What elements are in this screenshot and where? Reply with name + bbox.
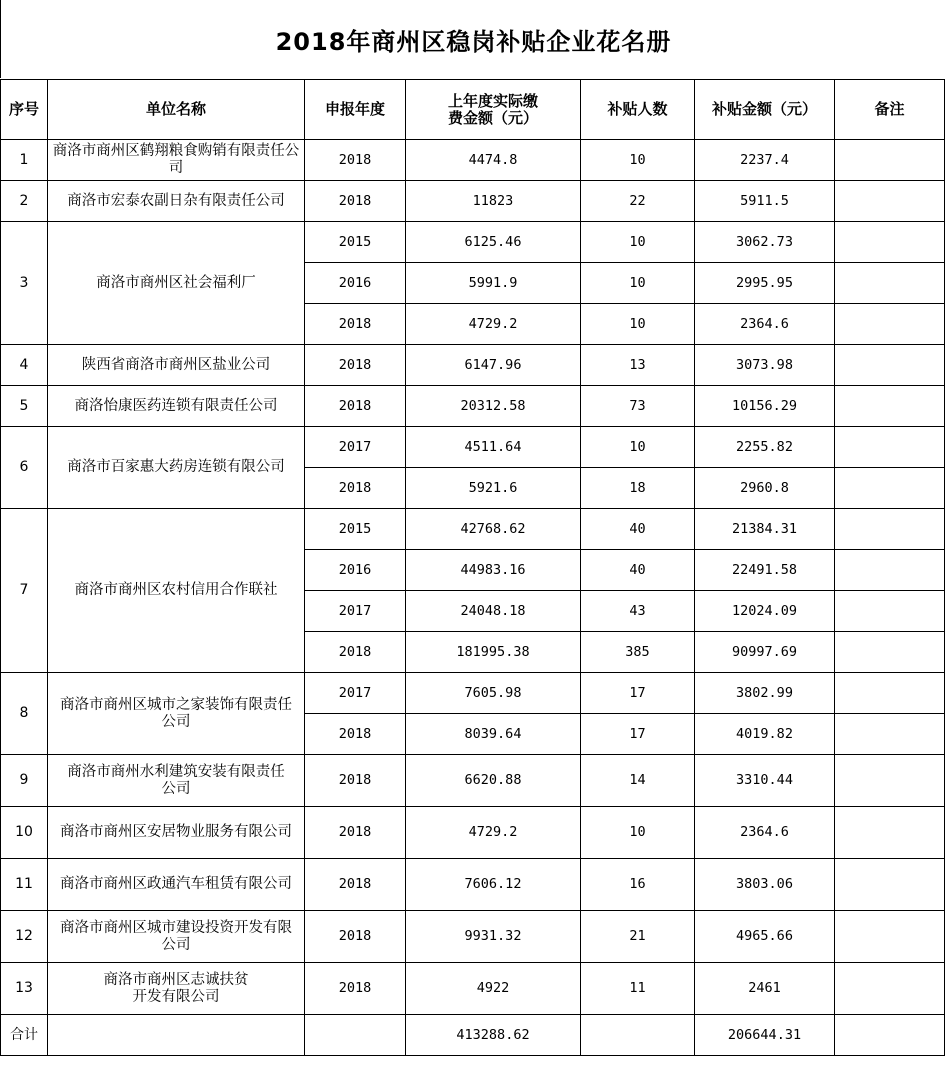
cell-seq: 8	[1, 673, 48, 755]
cell-name: 商洛市宏泰农副日杂有限责任公司	[48, 181, 305, 222]
cell-year: 2018	[305, 755, 406, 807]
cell-amount: 4474.8	[406, 140, 581, 181]
cell-year: 2018	[305, 807, 406, 859]
table-row	[1, 807, 945, 859]
cell-year: 2018	[305, 859, 406, 911]
cell-note	[835, 807, 945, 859]
cell-year: 2017	[305, 591, 406, 632]
cell-year: 2017	[305, 427, 406, 468]
total-label: 合计	[1, 1015, 48, 1056]
cell-subsidy: 5911.5	[695, 181, 835, 222]
cell-note	[835, 509, 945, 550]
table-row	[1, 222, 945, 263]
cell-amount: 4511.64	[406, 427, 581, 468]
cell-year: 2016	[305, 550, 406, 591]
table-row	[1, 963, 945, 1015]
cell-seq: 3	[1, 222, 48, 345]
subsidy-table	[0, 79, 945, 1056]
cell-year: 2018	[305, 714, 406, 755]
cell-amount: 181995.38	[406, 632, 581, 673]
table-row	[1, 755, 945, 807]
cell-people: 43	[581, 591, 695, 632]
cell-note	[835, 591, 945, 632]
cell-amount: 11823	[406, 181, 581, 222]
cell-amount: 4729.2	[406, 304, 581, 345]
cell-amount: 6620.88	[406, 755, 581, 807]
cell-note	[835, 263, 945, 304]
cell-note	[835, 345, 945, 386]
cell-people: 22	[581, 181, 695, 222]
cell-subsidy: 10156.29	[695, 386, 835, 427]
cell-year: 2017	[305, 673, 406, 714]
cell-name: 商洛市商州区城市建设投资开发有限公司	[48, 911, 305, 963]
cell-year: 2016	[305, 263, 406, 304]
cell-note	[835, 714, 945, 755]
cell-note	[835, 550, 945, 591]
cell-amount: 6147.96	[406, 345, 581, 386]
cell-people: 10	[581, 263, 695, 304]
cell-people: 21	[581, 911, 695, 963]
cell-note	[835, 386, 945, 427]
cell-subsidy: 4965.66	[695, 911, 835, 963]
header-note: 备注	[835, 80, 945, 140]
cell-subsidy: 4019.82	[695, 714, 835, 755]
cell-note	[835, 222, 945, 263]
cell-year: 2018	[305, 140, 406, 181]
cell-note	[835, 140, 945, 181]
cell-year: 2015	[305, 509, 406, 550]
cell-seq: 9	[1, 755, 48, 807]
cell-note	[835, 673, 945, 714]
cell-people: 385	[581, 632, 695, 673]
cell-people: 10	[581, 222, 695, 263]
cell-amount: 4729.2	[406, 807, 581, 859]
cell-note	[835, 755, 945, 807]
cell-people: 13	[581, 345, 695, 386]
cell-amount: 7606.12	[406, 859, 581, 911]
cell-seq: 1	[1, 140, 48, 181]
cell-amount: 42768.62	[406, 509, 581, 550]
cell-subsidy: 22491.58	[695, 550, 835, 591]
cell-name: 陕西省商洛市商州区盐业公司	[48, 345, 305, 386]
cell-year: 2018	[305, 386, 406, 427]
sheet-title: 2018年商州区稳岗补贴企业花名册	[0, 0, 946, 78]
cell-people: 17	[581, 673, 695, 714]
table-row	[1, 911, 945, 963]
cell-name: 商洛市商州区社会福利厂	[48, 222, 305, 345]
cell-seq: 11	[1, 859, 48, 911]
cell-amount: 24048.18	[406, 591, 581, 632]
cell-people: 16	[581, 859, 695, 911]
cell-subsidy: 2960.8	[695, 468, 835, 509]
cell-people: 10	[581, 140, 695, 181]
cell-name: 商洛市商州区安居物业服务有限公司	[48, 807, 305, 859]
cell-year: 2018	[305, 181, 406, 222]
total-amount: 413288.62	[406, 1015, 581, 1056]
cell-subsidy: 21384.31	[695, 509, 835, 550]
cell-year	[305, 1015, 406, 1056]
cell-people: 10	[581, 304, 695, 345]
cell-seq: 13	[1, 963, 48, 1015]
cell-seq: 10	[1, 807, 48, 859]
total-row	[1, 1015, 945, 1056]
cell-amount: 7605.98	[406, 673, 581, 714]
cell-amount: 5921.6	[406, 468, 581, 509]
cell-people: 40	[581, 509, 695, 550]
cell-seq: 6	[1, 427, 48, 509]
cell-note	[835, 181, 945, 222]
table-row	[1, 140, 945, 181]
cell-subsidy: 2364.6	[695, 807, 835, 859]
cell-amount: 20312.58	[406, 386, 581, 427]
table-row	[1, 386, 945, 427]
table-row	[1, 181, 945, 222]
cell-people: 18	[581, 468, 695, 509]
cell-year: 2018	[305, 632, 406, 673]
cell-year: 2015	[305, 222, 406, 263]
cell-people: 73	[581, 386, 695, 427]
cell-name: 商洛市商州区志诚扶贫开发有限公司	[48, 963, 305, 1015]
cell-people: 10	[581, 427, 695, 468]
cell-amount: 4922	[406, 963, 581, 1015]
cell-name	[48, 1015, 305, 1056]
cell-note	[835, 304, 945, 345]
cell-people: 10	[581, 807, 695, 859]
cell-subsidy: 3073.98	[695, 345, 835, 386]
table-row	[1, 509, 945, 550]
cell-amount: 5991.9	[406, 263, 581, 304]
cell-name: 商洛市商州区农村信用合作联社	[48, 509, 305, 673]
cell-name: 商洛市商州区鹤翔粮食购销有限责任公司	[48, 140, 305, 181]
cell-subsidy: 3803.06	[695, 859, 835, 911]
cell-amount: 8039.64	[406, 714, 581, 755]
cell-subsidy: 12024.09	[695, 591, 835, 632]
cell-note	[835, 911, 945, 963]
header-amount: 上年度实际缴费金额（元）	[406, 80, 581, 140]
header-name: 单位名称	[48, 80, 305, 140]
cell-note	[835, 859, 945, 911]
header-year: 申报年度	[305, 80, 406, 140]
cell-subsidy: 3310.44	[695, 755, 835, 807]
cell-name: 商洛市商州区政通汽车租赁有限公司	[48, 859, 305, 911]
cell-year: 2018	[305, 345, 406, 386]
cell-people: 11	[581, 963, 695, 1015]
cell-amount: 9931.32	[406, 911, 581, 963]
cell-people: 40	[581, 550, 695, 591]
cell-amount: 44983.16	[406, 550, 581, 591]
cell-seq: 12	[1, 911, 48, 963]
cell-name: 商洛怡康医药连锁有限责任公司	[48, 386, 305, 427]
cell-note	[835, 1015, 945, 1056]
header-subsidy: 补贴金额（元）	[695, 80, 835, 140]
header-seq: 序号	[1, 80, 48, 140]
cell-subsidy: 2255.82	[695, 427, 835, 468]
cell-year: 2018	[305, 304, 406, 345]
cell-name: 商洛市商州水利建筑安装有限责任公司	[48, 755, 305, 807]
cell-subsidy: 2995.95	[695, 263, 835, 304]
cell-year: 2018	[305, 963, 406, 1015]
header-row	[1, 80, 945, 140]
cell-year: 2018	[305, 911, 406, 963]
table-row	[1, 673, 945, 714]
cell-note	[835, 468, 945, 509]
total-subsidy: 206644.31	[695, 1015, 835, 1056]
cell-note	[835, 632, 945, 673]
table-row	[1, 427, 945, 468]
cell-subsidy: 2364.6	[695, 304, 835, 345]
cell-subsidy: 90997.69	[695, 632, 835, 673]
cell-people: 14	[581, 755, 695, 807]
cell-name: 商洛市商州区城市之家装饰有限责任公司	[48, 673, 305, 755]
header-people: 补贴人数	[581, 80, 695, 140]
cell-subsidy: 3062.73	[695, 222, 835, 263]
cell-name: 商洛市百家惠大药房连锁有限公司	[48, 427, 305, 509]
table-row	[1, 345, 945, 386]
cell-year: 2018	[305, 468, 406, 509]
cell-note	[835, 427, 945, 468]
cell-note	[835, 963, 945, 1015]
cell-subsidy: 2461	[695, 963, 835, 1015]
cell-subsidy: 3802.99	[695, 673, 835, 714]
cell-subsidy: 2237.4	[695, 140, 835, 181]
cell-seq: 2	[1, 181, 48, 222]
cell-amount: 6125.46	[406, 222, 581, 263]
cell-people	[581, 1015, 695, 1056]
cell-seq: 5	[1, 386, 48, 427]
cell-seq: 7	[1, 509, 48, 673]
cell-seq: 4	[1, 345, 48, 386]
table-row	[1, 859, 945, 911]
cell-people: 17	[581, 714, 695, 755]
